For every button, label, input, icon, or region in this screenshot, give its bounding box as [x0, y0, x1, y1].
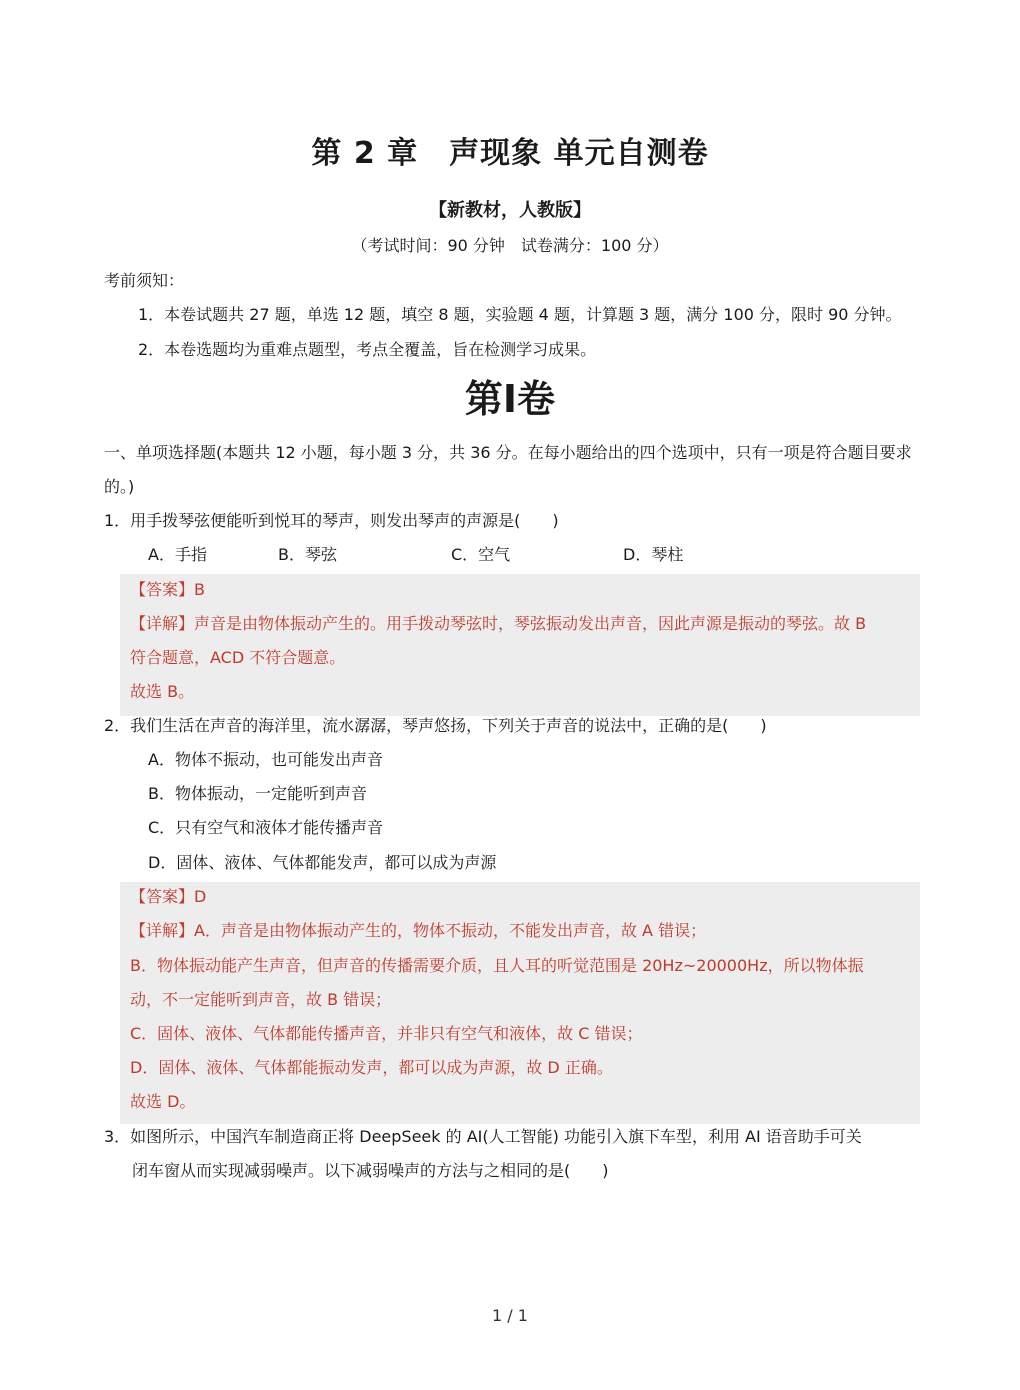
- answer-box: [120, 574, 920, 716]
- notice-item: 2．本卷选题均为重难点题型，考点全覆盖，旨在检测学习成果。: [138, 340, 597, 359]
- volume-title: 第Ⅰ卷: [464, 377, 556, 421]
- question-stem: 闭车窗从而实现减弱噪声。以下减弱噪声的方法与之相同的是( ): [132, 1161, 609, 1180]
- option-a: A．物体不振动，也可能发出声音: [148, 750, 383, 769]
- page-number: 1 / 1: [492, 1306, 528, 1325]
- option-a: A．手指: [148, 545, 207, 564]
- question-stem: 3．如图所示，中国汽车制造商正将 DeepSeek 的 AI(人工智能) 功能引入旗下车型，利用 AI 语音助手可关: [104, 1127, 862, 1146]
- option-c: C．空气: [451, 545, 511, 564]
- option-b: B．琴弦: [278, 545, 337, 564]
- explanation-line: C．固体、液体、气体都能传播声音，并非只有空气和液体，故 C 错误；: [130, 1024, 643, 1043]
- section-header: 一、单项选择题(本题共 12 小题，每小题 3 分，共 36 分。在每小题给出的四个选项中，只有一项是符合题目要求的。): [104, 443, 912, 496]
- option-d: D．琴柱: [623, 545, 684, 564]
- explanation-line: D．固体、液体、气体都能振动发声，都可以成为声源，故 D 正确。: [130, 1058, 613, 1077]
- explanation-line: 动，不一定能听到声音，故 B 错误；: [130, 990, 392, 1009]
- explanation-line: 【详解】声音是由物体振动产生的。用手拨动琴弦时，琴弦振动发出声音，因此声源是振动的琴弦。故 B: [130, 614, 867, 633]
- option-d: D．固体、液体、气体都能发声，都可以成为声源: [148, 853, 497, 872]
- option-b: B．物体振动，一定能听到声音: [148, 784, 367, 803]
- notice-item: 1．本卷试题共 27 题，单选 12 题，填空 8 题，实验题 4 题，计算题 3 题，满分 100 分，限时 90 分钟。: [138, 305, 902, 324]
- answer-label: 【答案】B: [130, 580, 205, 599]
- explanation-line: 故选 B。: [130, 682, 195, 701]
- exam-info: （考试时间：90 分钟 试卷满分：100 分）: [351, 236, 669, 255]
- question-stem: 2．我们生活在声音的海洋里，流水潺潺，琴声悠扬，下列关于声音的说法中，正确的是( ): [104, 716, 767, 735]
- explanation-line: 故选 D。: [130, 1092, 196, 1111]
- option-c: C．只有空气和液体才能传播声音: [148, 818, 384, 837]
- notice-heading: 考前须知：: [104, 271, 185, 290]
- explanation-line: 【详解】A．声音是由物体振动产生的，物体不振动，不能发出声音，故 A 错误；: [130, 921, 707, 940]
- answer-label: 【答案】D: [130, 887, 207, 906]
- page-title: 第 2 章 声现象 单元自测卷: [311, 136, 709, 171]
- page-subtitle: 【新教材，人教版】: [429, 200, 591, 221]
- explanation-line: B．物体振动能产生声音，但声音的传播需要介质，且人耳的听觉范围是 20Hz~20000Hz，所以物体振: [130, 956, 864, 975]
- explanation-line: 符合题意，ACD 不符合题意。: [130, 648, 346, 667]
- question-stem: 1．用手拨琴弦便能听到悦耳的琴声，则发出琴声的声源是( ): [104, 511, 559, 530]
